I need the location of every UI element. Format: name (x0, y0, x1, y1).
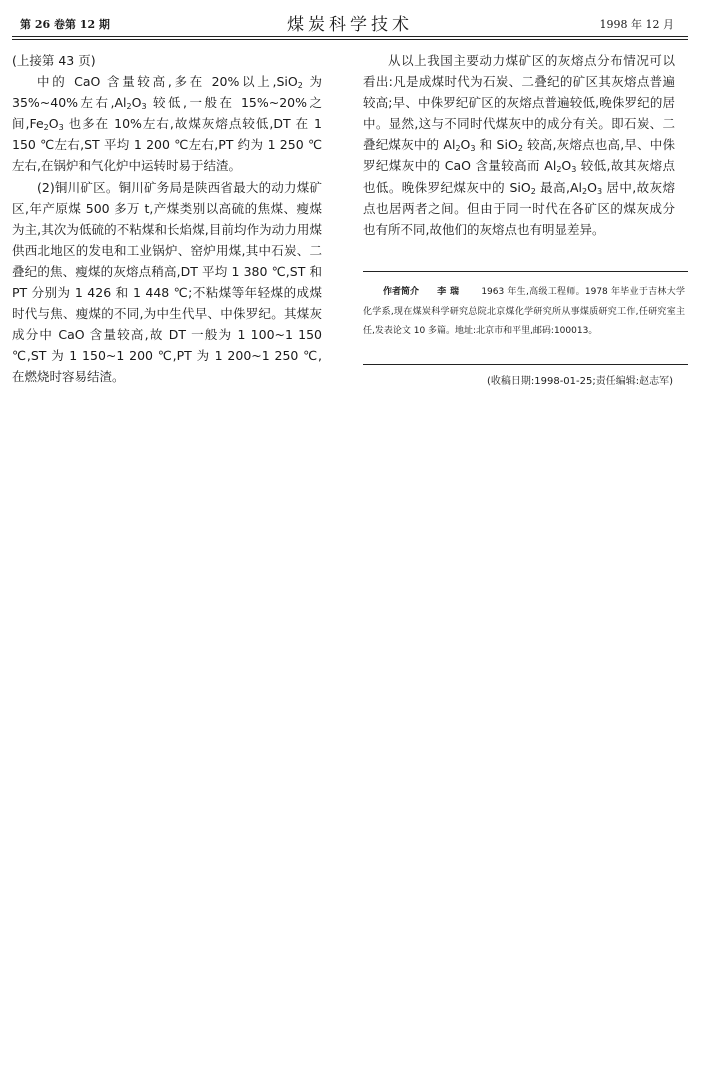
author-name: 李 瑞 (437, 287, 460, 297)
header-rule-thick (12, 36, 688, 37)
text-run: 为 35%~40%左右,Al (12, 74, 322, 111)
subscript: 2 (517, 144, 523, 154)
text-run: 最高,Al (535, 179, 583, 195)
continued-note: (上接第 43 页) (12, 53, 96, 68)
right-column (363, 50, 675, 240)
text-run: 中的 CaO 含量较高,多在 20%以上,SiO (37, 74, 298, 90)
received-date-note: (收稿日期:1998-01-25;责任编辑:赵志军) (486, 376, 673, 387)
subscript: 2 (556, 165, 562, 175)
issue-date: 1998 年 12 月 (599, 18, 674, 31)
subscript: 2 (126, 102, 132, 112)
header-rule-thin (12, 39, 688, 40)
text-run: O (587, 179, 597, 195)
subscript: 3 (470, 144, 476, 154)
subscript: 2 (582, 186, 588, 196)
paragraph-summary (363, 50, 675, 240)
bio-rule-top (363, 271, 688, 272)
bio-label: 作者简介 (383, 287, 420, 297)
subscript: 2 (297, 81, 303, 91)
subscript: 3 (596, 186, 603, 196)
text-run: 和 SiO (475, 137, 518, 153)
journal-title: 煤炭科学技术 (287, 15, 413, 35)
text-run: 较高,灰熔点也高,早、中侏罗纪煤灰中的 CaO 含量较高而 Al (363, 137, 676, 174)
volume-issue: 第 26 卷第 12 期 (20, 18, 110, 31)
subscript: 3 (141, 102, 147, 112)
subscript: 3 (571, 165, 577, 175)
subscript: 2 (530, 186, 536, 196)
running-header (12, 10, 688, 36)
text-run: 较低,故其灰熔点也低。晚侏罗纪煤灰中的 SiO (363, 158, 676, 195)
bio-text: 1963 年生,高级工程师。1978 年毕业于吉林大学化学系,现在煤炭科学研究总院北京煤化学研究所从事煤质研究工作,任研究室主任,发表论文 10 多篇。地址:北京市和平里,邮码:100013。 (363, 287, 685, 336)
subscript: 3 (58, 123, 64, 133)
text-run: 居中,故灰熔点也居两者之间。但由于同一时代在各矿区的煤灰成分也有所不同,故他们的灰熔点也有明显差异。 (363, 179, 675, 237)
text-run: 从以上我国主要动力煤矿区的灰熔点分布情况可以看出:凡是成煤时代为石炭、二叠纪的矿区其灰熔点普遍较高;早、中侏罗纪矿区的灰熔点普遍较低,晚侏罗纪的居中。显然,这与不同时代煤灰中的成分有关。即石炭、二叠纪煤灰中的 Al (363, 53, 675, 153)
text-run: 也多在 10%左右,故煤灰熔点较低,DT 在 1 150 ℃左右,ST 平均 1 200 ℃左右,PT 约为 1 250 ℃左右,在锅炉和气化炉中运转时易于结渣。 (12, 116, 322, 174)
text-run: O (460, 137, 471, 153)
left-column (12, 50, 322, 388)
author-bio (363, 283, 685, 342)
text-run: O (131, 95, 142, 111)
text-run: O (561, 158, 572, 174)
subscript: 2 (455, 144, 461, 154)
bio-rule-bottom (363, 364, 688, 365)
paragraph-cao-content (12, 71, 322, 176)
text-run: O (48, 116, 59, 132)
paragraph-tongchuan: (2)铜川矿区。铜川矿务局是陕西省最大的动力煤矿区,年产原煤 500 多万 t,产煤类别以高硫的焦煤、瘦煤为主,其次为低硫的不粘煤和长焰煤,目前均作为动力用煤供西北地区的发电和工业锅炉、窑炉用煤,其中石炭、二叠纪的焦、瘦煤的灰熔点稍高,DT 平均 1 380 ℃,ST 和 PT 分别为 1 426 和 1 448 ℃;不粘煤等年轻煤的成煤时代与焦、瘦煤的不同,为中生代早、中侏罗纪。其煤灰成分中 CaO 含量较高,故 DT 一般为 1 100~1 150 ℃,ST 为 1 150~1 200 ℃,PT 为 1 200~1 250 ℃,在燃烧时容易结渣。 (12, 179, 322, 385)
text-run: 较低,一般在 15%~20%之间,Fe (12, 95, 322, 132)
subscript: 2 (43, 123, 49, 133)
